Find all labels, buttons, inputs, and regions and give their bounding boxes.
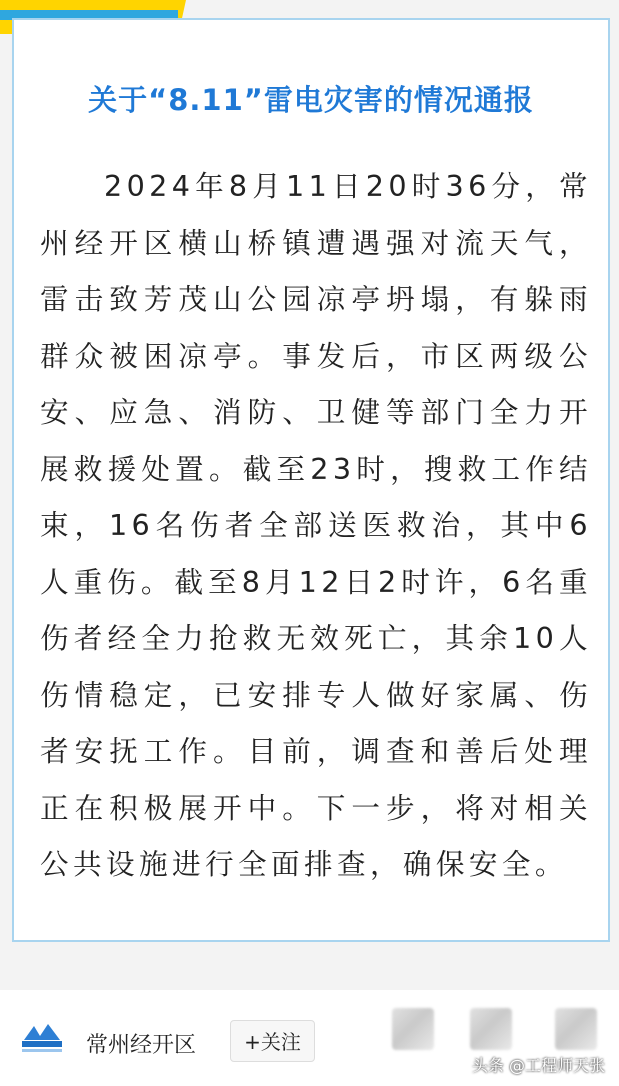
notice-title: 关于“8.11”雷电灾害的情况通报	[88, 83, 534, 117]
notice-card	[12, 18, 610, 942]
follow-button[interactable]: +关注	[230, 1020, 315, 1062]
account-bar	[0, 990, 619, 1086]
channel-name[interactable]: 常州经开区	[86, 1033, 197, 1058]
blurred-action-icon[interactable]	[470, 1008, 512, 1050]
blurred-action-icon[interactable]	[555, 1008, 597, 1050]
watermark-text: 头条 @工程师天张	[471, 1056, 605, 1075]
blurred-action-icon[interactable]	[392, 1008, 434, 1050]
logo-icon[interactable]	[18, 1018, 66, 1056]
notice-body: 2024年8月11日20时36分，常州经开区横山桥镇遭遇强对流天气，雷击致芳茂山公园凉亭坍塌，有躲雨群众被困凉亭。事发后，市区两级公安、应急、消防、卫健等部门全力开展救援处置。截至23时，搜救工作结束，16名伤者全部送医救治，其中6人重伤。截至8月12日2时许，6名重伤者经全力抢救无效死亡，其余10人伤情稳定，已安排专人做好家属、伤者安抚工作。目前，调查和善后处理正在积极展开中。下一步，将对相关公共设施进行全面排查，确保安全。	[40, 169, 592, 881]
